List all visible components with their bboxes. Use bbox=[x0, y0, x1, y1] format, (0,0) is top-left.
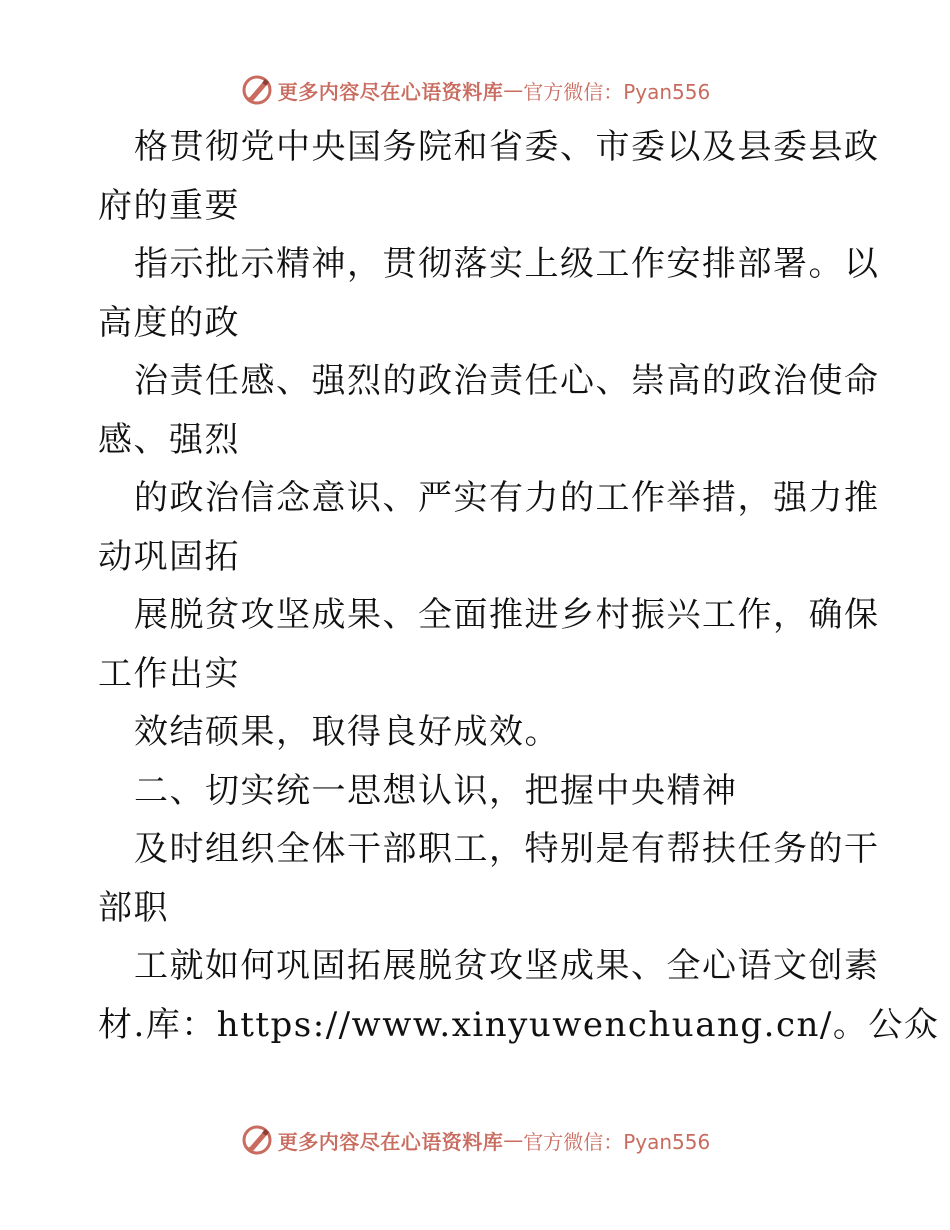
body-line: 治责任感、强烈的政治责任心、崇高的政治使命 bbox=[134, 361, 880, 401]
document-body bbox=[98, 118, 940, 1054]
footer-site-text: 更多内容尽在心语资料库 bbox=[277, 1129, 504, 1154]
footer-separator: — bbox=[503, 1128, 524, 1152]
body-line: 府的重要 bbox=[98, 185, 240, 226]
header-wechat-text: 官方微信：Pyan556 bbox=[523, 79, 711, 104]
body-line: 高度的政 bbox=[98, 302, 240, 343]
body-line: 工就如何巩固拓展脱贫攻坚成果、全心语文创素 bbox=[134, 946, 880, 986]
header-banner bbox=[0, 70, 950, 110]
body-line: 动巩固拓 bbox=[98, 536, 240, 577]
header-site-text: 更多内容尽在心语资料库 bbox=[277, 79, 504, 104]
section-heading: 二、切实统一思想认识，把握中央精神 bbox=[134, 770, 738, 811]
pen-logo-icon bbox=[240, 1123, 274, 1157]
body-line: 的政治信念意识、严实有力的工作举措，强力推 bbox=[134, 478, 880, 518]
body-line: 及时组织全体干部职工，特别是有帮扶任务的干 bbox=[134, 829, 880, 869]
body-line: 格贯彻党中央国务院和省委、市委以及县委县政 bbox=[134, 127, 880, 167]
body-line-with-link: 材.库：https://www.xinyuwenchuang.cn/。公众 bbox=[98, 1004, 940, 1045]
body-line: 部职 bbox=[98, 887, 169, 928]
body-line: 工作出实 bbox=[98, 653, 240, 694]
body-line: 效结硕果，取得良好成效。 bbox=[134, 712, 560, 752]
footer-banner bbox=[0, 1120, 950, 1160]
header-separator: — bbox=[503, 78, 524, 102]
body-line: 感、强烈 bbox=[98, 419, 240, 460]
body-line: 指示批示精神，贯彻落实上级工作安排部署。以 bbox=[134, 244, 880, 284]
footer-wechat-text: 官方微信：Pyan556 bbox=[523, 1129, 711, 1154]
body-line: 展脱贫攻坚成果、全面推进乡村振兴工作，确保 bbox=[134, 595, 880, 635]
pen-logo-icon bbox=[240, 73, 274, 107]
